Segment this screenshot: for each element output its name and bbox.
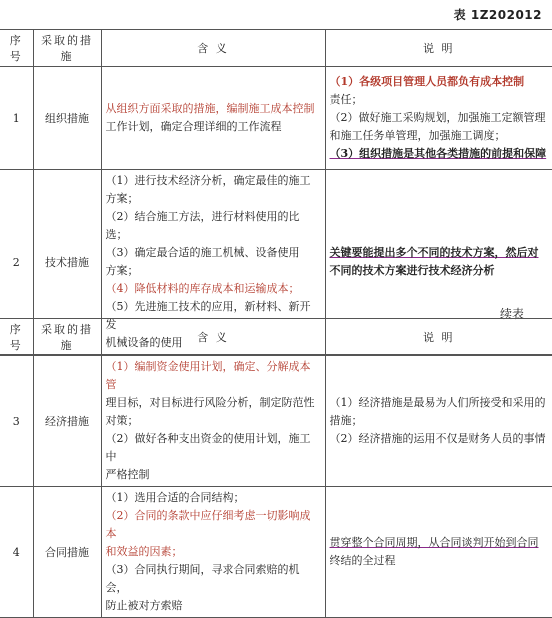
content-line: 工作计划，确定合理详细的工作流程 <box>105 120 282 133</box>
content-line: 方案； <box>105 264 139 277</box>
note-line: （2）做好施工采购规划，加强施工定额管理 <box>329 111 546 124</box>
note-line: 关键要能提出多个不同的技术方案，然后对 <box>329 246 539 259</box>
header-no: 序号 <box>0 319 33 356</box>
note-line: （3）组织措施是其他各类措施的前提和保障 <box>329 147 547 160</box>
measure-name: 组织措施 <box>33 67 101 170</box>
note-cell <box>325 487 552 618</box>
content-line: 严格控制 <box>105 468 150 481</box>
content-line: （3）确定最合适的施工机械、设备使用 <box>105 246 300 259</box>
row-number: 2 <box>0 170 33 355</box>
note-line: 措施； <box>329 414 363 427</box>
row-number: 4 <box>0 487 33 618</box>
measure-name: 技术措施 <box>33 170 101 355</box>
row-number: 3 <box>0 356 33 487</box>
content-cell <box>101 356 325 487</box>
content-line: （2）做好各种支出资金的使用计划，施工中 <box>105 432 311 463</box>
note-line: 贯穿整个合同周期，从合同谈判开始到合同 <box>329 536 539 549</box>
content-line: （2）结合施工方法，进行材料使用的比选； <box>105 210 300 241</box>
content-cell <box>101 487 325 618</box>
header-note: 说 明 <box>325 30 552 67</box>
header-row <box>0 30 552 67</box>
note-cell <box>325 67 552 170</box>
table-row <box>0 67 552 170</box>
content-line: （1）选用合适的合同结构； <box>105 491 245 504</box>
content-line: （1）编制资金使用计划，确定、分解成本管 <box>105 360 311 391</box>
content-line: 从组织方面采取的措施，编制施工成本控制 <box>105 102 315 115</box>
continued-label: 续表 <box>499 307 524 321</box>
note-line: 不同的技术方案进行技术经济分析 <box>329 264 495 277</box>
note-line: （1）各级项目管理人员都负有成本控制 <box>329 75 525 88</box>
row-number: 1 <box>0 67 33 170</box>
content-line: （4）降低材料的库存成本和运输成本； <box>105 282 300 295</box>
note-line: 终结的全过程 <box>329 554 396 567</box>
header-row <box>0 319 552 356</box>
table-row <box>0 487 552 618</box>
header-content: 含 义 <box>101 319 325 356</box>
note-line: （1）经济措施是最易为人们所接受和采用的 <box>329 396 546 409</box>
header-no: 序号 <box>0 30 33 67</box>
content-line: （3）合同执行期间，寻求合同索赔的机会， <box>105 563 300 594</box>
table-row <box>0 356 552 487</box>
note-line: 责任； <box>329 93 363 106</box>
table-number: 表 1Z202012 <box>453 8 542 22</box>
measure-name: 经济措施 <box>33 356 101 487</box>
measures-table <box>0 29 552 355</box>
content-line: 理目标，对目标进行风险分析，制定防范性 <box>105 396 315 409</box>
measures-table-continued <box>0 318 552 618</box>
content-line: 防止被对方索赔 <box>105 599 183 612</box>
note-cell <box>325 356 552 487</box>
header-content: 含 义 <box>101 30 325 67</box>
content-line: （2）合同的条款中应仔细考虑一切影响成本 <box>105 509 311 540</box>
note-line: 和施工任务单管理，加强施工调度； <box>329 129 506 142</box>
content-line: 机械设备的使用 <box>105 336 183 349</box>
header-measure: 采取的措施 <box>33 30 101 67</box>
content-line: 方案； <box>105 192 139 205</box>
content-line: 和效益的因素； <box>105 545 183 558</box>
header-measure: 采取的措施 <box>33 319 101 356</box>
content-line: 对策； <box>105 414 139 427</box>
content-cell <box>101 67 325 170</box>
note-line: （2）经济措施的运用不仅是财务人员的事情 <box>329 432 546 445</box>
content-line: （1）进行技术经济分析，确定最佳的施工 <box>105 174 311 187</box>
header-note: 说 明 <box>325 319 552 356</box>
content-line: （5）先进施工技术的应用，新材料、新开发 <box>105 300 311 331</box>
measure-name: 合同措施 <box>33 487 101 618</box>
